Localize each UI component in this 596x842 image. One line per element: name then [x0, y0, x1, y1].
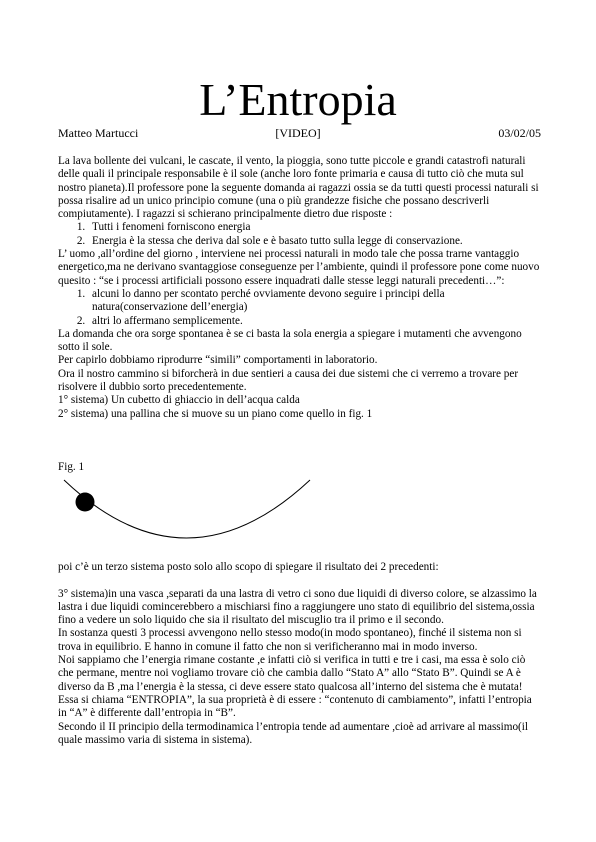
list-item: 2. altri lo affermano semplicemente. — [88, 315, 542, 328]
paragraph-human-intervention: L’ uomo ,all’ordine del giorno , interviene nei processi naturali in modo tale che possa trarne vantaggio energetico,ma ne derivano svantaggiose conseguenze per l’ambiente, quindi il professore pone come nuovo quesito : “se i processi artificiali possono essere inquadrati dalle stesse leggi naturali precedenti…”: — [58, 248, 540, 287]
paragraph-intro: La lava bollente dei vulcani, le cascate, il vento, la pioggia, sono tutte piccole e grandi catastrofi naturali delle quali il principale responsabile è il sole (anche loro fonte primaria e causa di tutto ciò che muta sul nostro pianeta).Il professore pone la seguente domanda ai ragazzi ossia se da tutti questi processi naturali si possa risalire ad un unico principio comune (una o più grandezze fisiche che possano descriverli compiutamente). I ragazzi si schierano principalmente dietro due risposte : — [58, 155, 539, 221]
answers-list-1 — [58, 221, 542, 248]
list-item: 2. Energia è la stessa che deriva dal sole e è basato tutto sulla legge di conservazione. — [88, 235, 542, 248]
paragraph-system-3: 3° sistema)in una vasca ,separati da una lastra di vetro ci sono due liquidi di diverso colore, se alzassimo la lastra i due liquidi comincerebbero a mischiarsi fino a raggiungere uno stato di equilibrio del sistema,ossia fino a vedere un solo liquido che sia il risultato del miscuglio tra il primo e il secondo. — [58, 587, 537, 627]
list-item: 1. Tutti i fenomeni forniscono energia — [88, 221, 542, 234]
document-date: 03/02/05 — [498, 126, 541, 140]
author-name: Matteo Martucci — [58, 126, 139, 140]
body-section-2 — [58, 561, 542, 747]
figure-label: Fig. 1 — [58, 461, 85, 473]
body-section-1 — [58, 155, 542, 421]
list-item: 1. alcuni lo danno per scontato perché ovviamente devono seguire i principi della natura(conservazione dell’energia) — [88, 288, 542, 315]
paragraph-system-2: 2° sistema) una pallina che si muove su un piano come quello in fig. 1 — [58, 407, 373, 420]
paragraph-question: La domanda che ora sorge spontanea è se ci basta la sola energia a spiegare i mutamenti che avvengono sotto il sole. — [58, 327, 522, 354]
paragraph-two-paths: Ora il nostro cammino si biforcherà in due sentieri a causa dei due sistemi che ci verremo a trovare per risolvere il dubbio sorto precedentemente. — [58, 367, 519, 394]
ball — [76, 493, 95, 512]
paragraph-entropy: Noi sappiamo che l’energia rimane costante ,e infatti ciò si verifica in tutti e tre i casi, ma essa è solo ciò che permane, mentre noi vogliamo trovare ciò che cambia dallo “Stato A” allo “Stato B”. Quindi se A è diverso da B ,ma l’energia è la stessa, ci deve essere stato qualcosa all’interno del sistema che è mutata! Essa si chiama “ENTROPIA”, la sua proprietà è di essere : “contenuto di cambiamento”, infatti l’entropia in “A” è differente dall’entropia in “B”. — [58, 654, 532, 720]
paragraph-second-law: Secondo il II principio della termodinamica l’entropia tende ad aumentare ,cioè ad arrivare al massimo(il quale massimo varia di sistema in sistema). — [58, 720, 529, 746]
answers-list-2 — [58, 288, 542, 328]
paragraph-system-1: 1° sistema) Un cubetto di ghiaccio in dell’acqua calda — [58, 394, 300, 407]
video-tag: [VIDEO] — [275, 126, 321, 140]
paragraph-laboratory: Per capirlo dobbiamo riprodurre “simili” comportamenti in laboratorio. — [58, 354, 378, 367]
figure-1-curve — [58, 478, 328, 548]
curved-track — [64, 480, 310, 538]
paragraph-equilibrium: In sostanza questi 3 processi avvengono nello stesso modo(in modo spontaneo), finché il sistema non si trova in equilibrio. E hanno in comune il fatto che non si verificheranno mai in modo inverso. — [58, 627, 522, 653]
document-title: L’Entropia — [199, 74, 397, 125]
paragraph-third-system-intro: poi c’è un terzo sistema posto solo allo scopo di spiegare il risultato dei 2 precedenti: — [58, 561, 439, 573]
